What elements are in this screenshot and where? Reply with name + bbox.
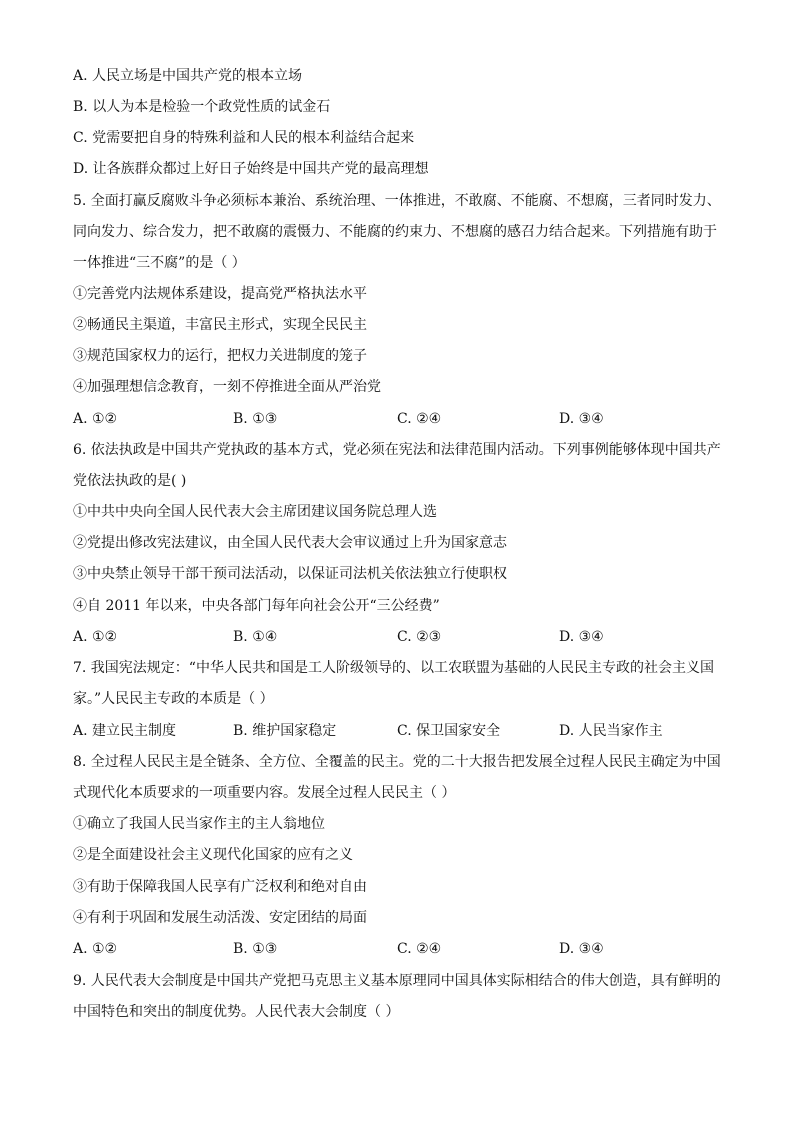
- q7-stem-line-1: 7. 我国宪法规定：“中华人民共和国是工人阶级领导的、以工农联盟为基础的人民民主专政的社会主义国: [73, 660, 714, 676]
- q6-choice-a: A. ①②: [73, 629, 118, 645]
- q9-stem-line-2: 中国特色和突出的制度优势。人民代表大会制度（ ）: [73, 1004, 400, 1020]
- q7-choice-a: A. 建立民主制度: [73, 723, 177, 739]
- q8-choice-a: A. ①②: [73, 941, 118, 957]
- q5-choice-b: B. ①③: [233, 411, 278, 427]
- q4-option-b: B. 以人为本是检验一个政党性质的试金石: [73, 99, 331, 115]
- q6-item-3: ③中央禁止领导干部干预司法活动，以保证司法机关依法独立行使职权: [73, 566, 507, 582]
- q5-stem-line-2: 同向发力、综合发力，把不敢腐的震慑力、不能腐的约束力、不想腐的感召力结合起来。下列措施有助于: [73, 224, 717, 240]
- q5-choice-a: A. ①②: [73, 411, 118, 427]
- q7-choice-c: C. 保卫国家安全: [397, 723, 501, 739]
- q8-item-4: ④有利于巩固和发展生动活泼、安定团结的局面: [73, 910, 367, 926]
- q5-choices: [73, 409, 733, 429]
- q6-choice-c: C. ②③: [397, 629, 442, 645]
- q8-choices: [73, 939, 733, 959]
- q8-choice-c: C. ②④: [397, 941, 442, 957]
- q7-choice-d: D. 人民当家作主: [559, 723, 663, 739]
- q8-item-3: ③有助于保障我国人民享有广泛权利和绝对自由: [73, 879, 367, 895]
- q4-option-c: C. 党需要把自身的特殊利益和人民的根本利益结合起来: [73, 130, 415, 146]
- q8-item-1: ①确立了我国人民当家作主的主人翁地位: [73, 816, 325, 832]
- q7-choices: [73, 721, 733, 741]
- q8-choice-b: B. ①③: [233, 941, 278, 957]
- q8-stem-line-1: 8. 全过程人民民主是全链条、全方位、全覆盖的民主。党的二十大报告把发展全过程人民民主确定为中国: [73, 754, 721, 770]
- q9-stem-line-1: 9. 人民代表大会制度是中国共产党把马克思主义基本原理同中国具体实际相结合的伟大创造，具有鲜明的: [73, 973, 721, 989]
- q5-choice-c: C. ②④: [397, 411, 442, 427]
- q6-choices: [73, 627, 733, 647]
- q6-stem-line-2: 党依法执政的是( ): [73, 473, 187, 489]
- q4-option-d: D. 让各族群众都过上好日子始终是中国共产党的最高理想: [73, 161, 429, 177]
- q5-choice-d: D. ③④: [559, 411, 604, 427]
- q5-item-4: ④加强理想信念教育，一刻不停推进全面从严治党: [73, 379, 381, 395]
- q4-option-a: A. 人民立场是中国共产党的根本立场: [73, 68, 303, 84]
- q6-item-2: ②党提出修改宪法建议，由全国人民代表大会审议通过上升为国家意志: [73, 535, 507, 551]
- q5-item-3: ③规范国家权力的运行，把权力关进制度的笼子: [73, 348, 367, 364]
- q8-choice-d: D. ③④: [559, 941, 604, 957]
- q6-stem-line-1: 6. 依法执政是中国共产党执政的基本方式，党必须在宪法和法律范围内活动。下列事例能够体现中国共产: [73, 442, 721, 458]
- q5-stem-line-1: 5. 全面打赢反腐败斗争必须标本兼治、系统治理、一体推进，不敢腐、不能腐、不想腐，三者同时发力、: [73, 193, 721, 209]
- q6-item-4: ④自 2011 年以来，中央各部门每年向社会公开“三公经费”: [73, 598, 440, 614]
- q6-choice-d: D. ③④: [559, 629, 604, 645]
- q8-item-2: ②是全面建设社会主义现代化国家的应有之义: [73, 847, 353, 863]
- q8-stem-line-2: 式现代化本质要求的一项重要内容。发展全过程人民民主（ ）: [73, 785, 456, 801]
- q5-stem-line-3: 一体推进“三不腐”的是（ ）: [73, 255, 246, 271]
- q6-item-1: ①中共中央向全国人民代表大会主席团建议国务院总理人选: [73, 504, 437, 520]
- q5-item-2: ②畅通民主渠道，丰富民主形式，实现全民民主: [73, 317, 367, 333]
- q7-choice-b: B. 维护国家稳定: [233, 723, 337, 739]
- q7-stem-line-2: 家。”人民民主专政的本质是（ ）: [73, 691, 274, 707]
- q5-item-1: ①完善党内法规体系建设，提高党严格执法水平: [73, 286, 367, 302]
- q6-choice-b: B. ①④: [233, 629, 278, 645]
